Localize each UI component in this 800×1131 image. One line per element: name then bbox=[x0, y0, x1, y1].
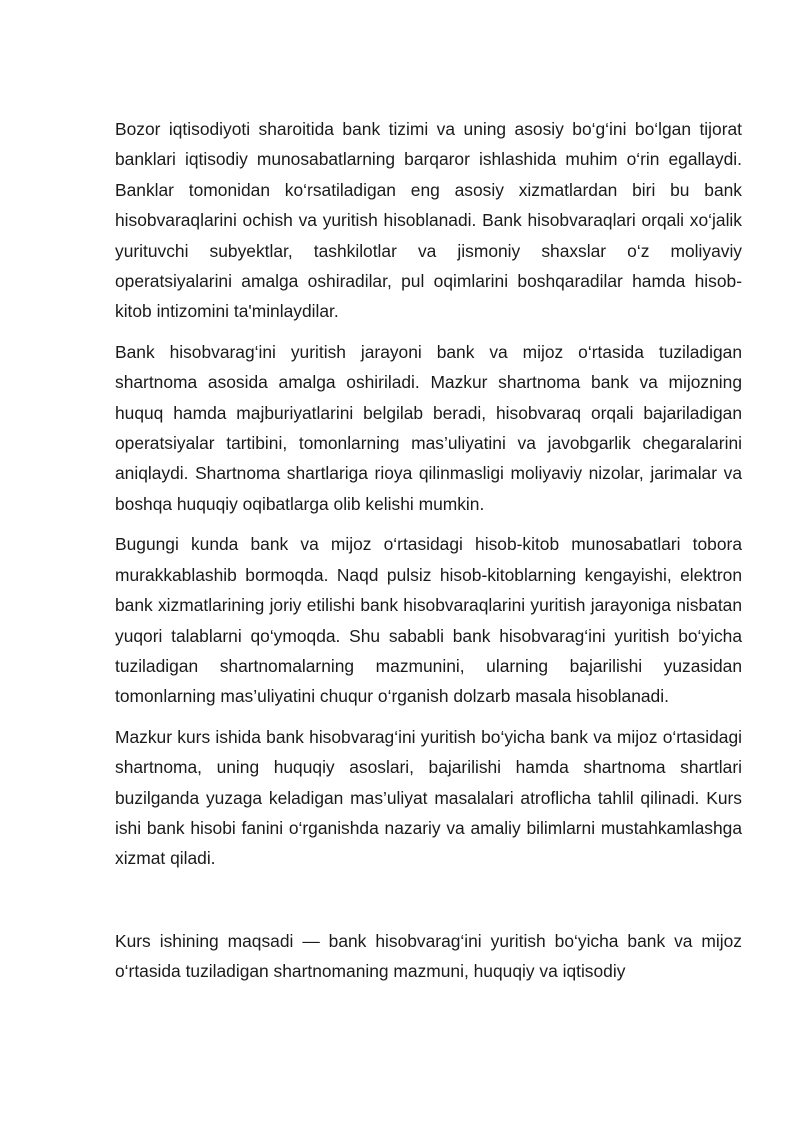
intro-paragraph-3: Bugungi kunda bank va mijoz o‘rtasidagi hisob-kitob munosabatlari tobora murakkablashib bormoqda. Naqd pulsiz hisob-kitoblarning kengayishi, elektron bank xizmatlarining joriy etilishi bank hisobvaraqlarini yuritish jarayoniga nisbatan yuqori talablarni qo‘ymoqda. Shu sababli bank hisobvarag‘ini yuritish bo‘yicha tuziladigan shartnomalarning mazmunini, ularning bajarilishi yuzasidan tomonlarning mas’uliyatini chuqur o‘rganish dolzarb masala hisoblanadi. bbox=[115, 534, 742, 707]
document-page bbox=[115, 114, 742, 997]
purpose-paragraph: Kurs ishining maqsadi — bank hisobvarag‘ini yuritish bo‘yicha bank va mijoz o‘rtasida tuziladigan shartnomaning mazmuni, huquqiy va iqtisodiy bbox=[115, 930, 742, 982]
intro-paragraph-1: Bozor iqtisodiyoti sharoitida bank tizimi va uning asosiy bo‘g‘ini bo‘lgan tijorat banklari iqtisodiy munosabatlarning barqaror ishlashida muhim o‘rin egallaydi. Banklar tomonidan ko‘rsatiladigan eng asosiy xizmatlardan biri bu bank hisobvaraqlarini ochish va yuritish hisoblanadi. Bank hisobvaraqlari orqali xo‘jalik yurituvchi subyektlar, tashkilotlar va jismoniy shaxslar o‘z moliyaviy operatsiyalarini amalga oshiradilar, pul oqimlarini boshqaradilar hamda hisob-kitob intizomini ta'minlaydilar. bbox=[115, 119, 742, 322]
intro-paragraph-2: Bank hisobvarag‘ini yuritish jarayoni bank va mijoz o‘rtasida tuziladigan shartnoma asosida amalga oshiriladi. Mazkur shartnoma bank va mijozning huquq hamda majburiyatlarini belgilab beradi, hisobvaraq orqali bajariladigan operatsiyalar tartibini, tomonlarning mas’uliyatini va javobgarlik chegaralarini aniqlaydi. Shartnoma shartlariga rioya qilinmasligi moliyaviy nizolar, jarimalar va boshqa huquqiy oqibatlarga olib kelishi mumkin. bbox=[115, 341, 742, 514]
intro-paragraph-4: Mazkur kurs ishida bank hisobvarag‘ini yuritish bo‘yicha bank va mijoz o‘rtasidagi shartnoma, uning huquqiy asoslari, bajarilishi hamda shartnoma shartlari buzilganda yuzaga keladigan mas’uliyat masalalari atroflicha tahlil qilinadi. Kurs ishi bank hisobi fanini o‘rganishda nazariy va amaliy bilimlarni mustahkamlashga xizmat qiladi. bbox=[115, 726, 742, 869]
